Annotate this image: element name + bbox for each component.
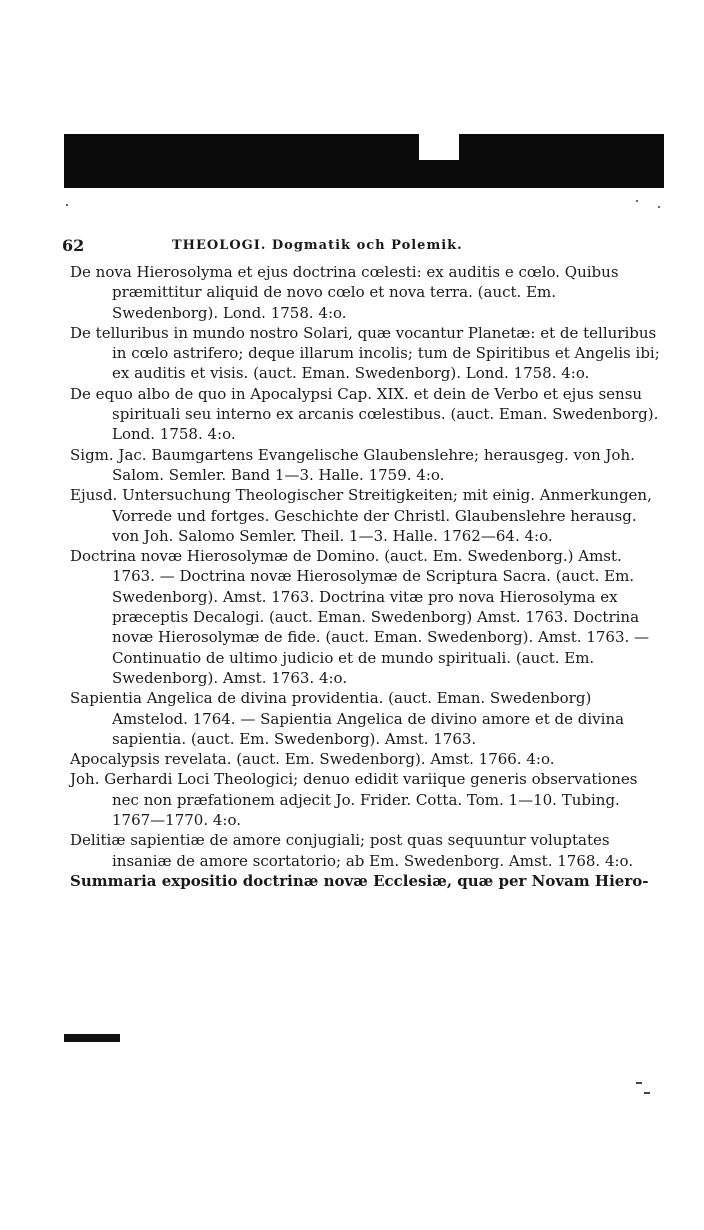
entry: Joh. Gerhardi Loci Theologici; denuo edidit variique generis observationes nec non præfationem adjecit Jo. Frider. Cotta. Tom. 1—10. Tubing. 1767—1770. 4:o. [70,770,643,830]
entry: De telluribus in mundo nostro Solari, quæ vocantur Planetæ: et de telluribus in cœlo astrifero; deque illarum incolis; tum de Spiritibus et Angelis ibi; ex auditis et visis. (auct. Eman. Swedenborg). Lond. 1758. 4:o. [70,323,665,383]
black-header-bar [64,134,664,188]
entry: Apocalypsis revelata. (auct. Em. Swedenborg). Amst. 1766. 4:o. [70,750,555,769]
page-number: 62 [62,236,85,255]
entry: Ejusd. Untersuchung Theologischer Streitigkeiten; mit einig. Anmerkungen, Vorrede und fortges. Geschichte der Christl. Glaubenslehre herausg. von Joh. Salomo Semler. Theil. 1—3. Halle. 1762—64. 4:o. [70,486,657,545]
ink-speck [636,200,638,202]
entry: Delitiæ sapientiæ de amore conjugiali; post quas sequuntur voluptates insaniæ de amore scortatorio; ab Em. Swedenborg. Amst. 1768. 4:o. [70,831,634,870]
ink-speck [66,204,68,206]
entry: Doctrina novæ Hierosolymæ de Domino. (auct. Em. Swedenborg.) Amst. 1763. — Doctrina novæ Hierosolymæ de Scriptura Sacra. (auct. Em. Swedenborg). Amst. 1763. Doctrina vitæ pro nova Hierosolyma ex præceptis Decalogi. (auct. Eman. Swedenborg) Amst. 1763. Doctrina novæ Hierosolymæ de fide. (auct. Eman. Swedenborg). Amst. 1763. — Continuatio de ultimo judicio et de mundo spirituali. (auct. Em. Swedenborg). Amst. 1763. 4:o. [70,547,654,687]
page-header [62,236,582,258]
ink-speck [658,206,660,208]
bar-notch [419,134,459,160]
entry: Sigm. Jac. Baumgartens Evangelische Glaubenslehre; herausgeg. von Joh. Salom. Semler. Band 1—3. Halle. 1759. 4:o. [70,445,640,484]
entry: De equo albo de quo in Apocalypsi Cap. XIX. et dein de Verbo et ejus sensu spirituali seu interno ex arcanis cœlestibus. (auct. Eman. Swedenborg). Lond. 1758. 4:o. [70,384,664,444]
ink-mark [644,1092,650,1094]
bibliography-list [70,262,665,891]
ink-mark [636,1082,642,1084]
entry: Sapientia Angelica de divina providentia. (auct. Eman. Swedenborg) Amstelod. 1764. — Sapientia Angelica de divino amore et de divina sapientia. (auct. Em. Swedenborg). Amst. 1763. [70,689,629,748]
running-head: THEOLOGI. Dogmatik och Polemik. [172,238,463,253]
ornament-rule [64,1034,120,1042]
entry: Summaria expositio doctrinæ novæ Ecclesiæ, quæ per Novam Hiero- [70,871,649,890]
entry: De nova Hierosolyma et ejus doctrina cœlesti: ex auditis e cœlo. Quibus præmittitur aliquid de novo cœlo et nova terra. (auct. Em. Swedenborg). Lond. 1758. 4:o. [70,263,624,322]
